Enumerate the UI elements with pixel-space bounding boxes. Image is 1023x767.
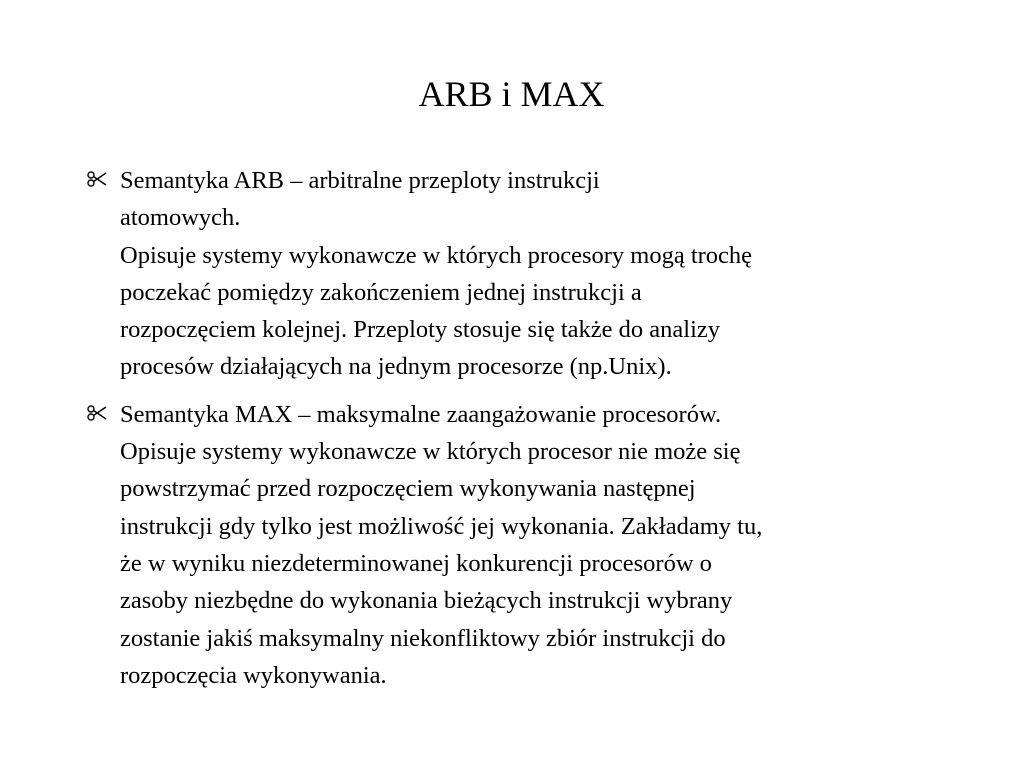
bullet-text-line: Opisuje systemy wykonawcze w których procesor nie może się: [120, 438, 741, 466]
bullet-text-line: Opisuje systemy wykonawcze w których procesory mogą trochę: [120, 241, 753, 269]
bullet-text-line: Semantyka MAX – maksymalne zaangażowanie procesorów.: [120, 400, 722, 428]
bullet-text-line: procesów działających na jednym procesorze (np.Unix).: [120, 353, 672, 381]
bullet-text-line: że w wyniku niezdeterminowanej konkurencji procesorów o: [120, 549, 712, 577]
bullet-text-line: Semantyka ARB – arbitralne przeploty instrukcji: [120, 167, 600, 194]
slide-title: ARB i MAX: [418, 74, 605, 114]
scissors-icon: [86, 402, 108, 424]
bullet-item-max: [82, 396, 942, 694]
bullet-list: [82, 162, 942, 704]
bullet-text-line: powstrzymać przed rozpoczęciem wykonywania następnej: [120, 475, 696, 503]
bullet-text-line: instrukcji gdy tylko jest możliwość jej wykonania. Zakładamy tu,: [120, 512, 763, 540]
bullet-text-line: poczekać pomiędzy zakończeniem jednej instrukcji a: [120, 278, 642, 306]
bullet-item-arb: [82, 162, 942, 386]
bullet-text-line: zostanie jakiś maksymalny niekonfliktowy zbiór instrukcji do: [120, 624, 726, 652]
bullet-text-line: atomowych.: [120, 204, 241, 232]
scissors-icon: [86, 168, 108, 190]
bullet-text-line: rozpoczęciem kolejnej. Przeploty stosuje się także do analizy: [120, 316, 721, 344]
bullet-text-line: rozpoczęcia wykonywania.: [120, 661, 387, 689]
bullet-text-line: zasoby niezbędne do wykonania bieżących instrukcji wybrany: [120, 587, 733, 615]
